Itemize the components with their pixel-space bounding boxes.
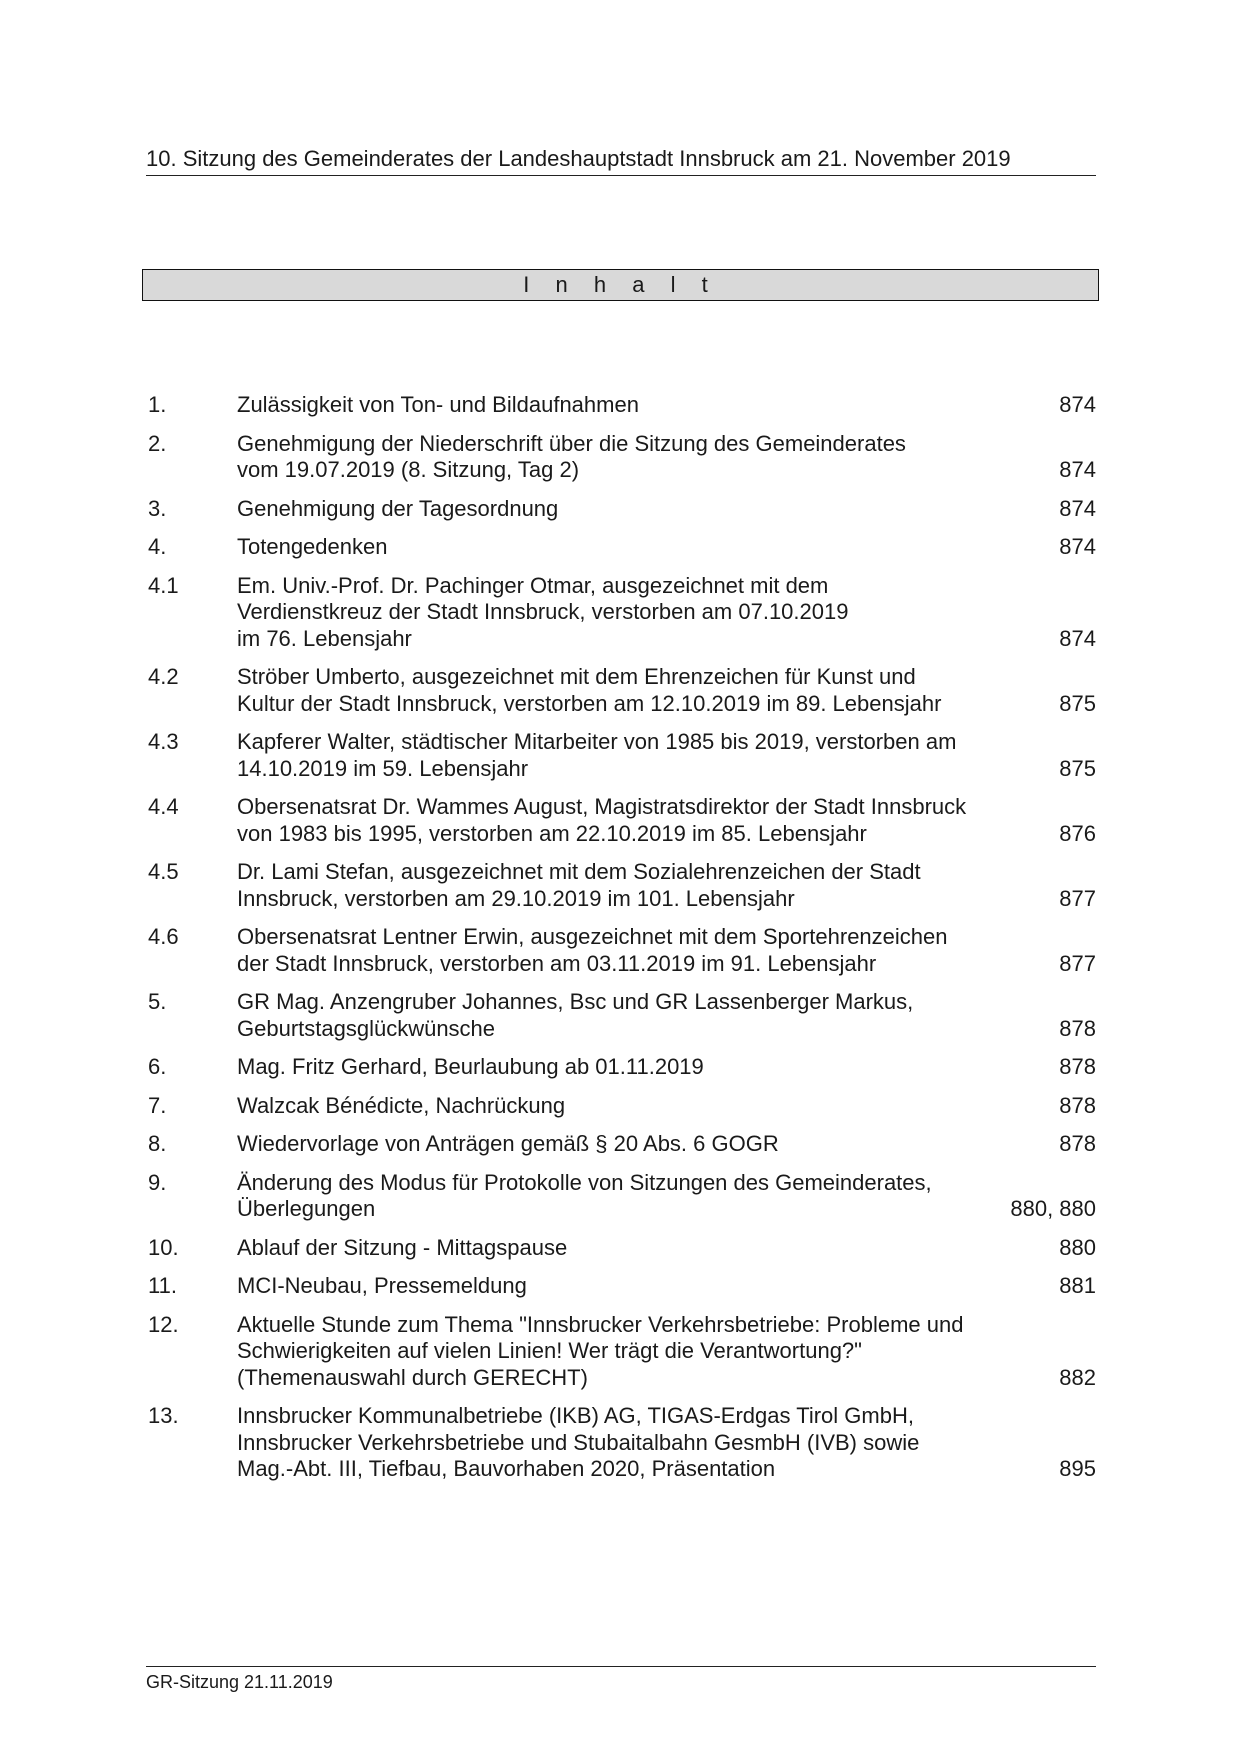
toc-entry-text: Kapferer Walter, städtischer Mitarbeiter von 1985 bis 2019, verstorben am 14.10.2019 im 59. Lebensjahr — [237, 729, 957, 781]
toc-entry-number: 2. — [148, 430, 167, 456]
toc-entry-text: Obersenatsrat Lentner Erwin, ausgezeichnet mit dem Sportehrenzeichen der Stadt Innsbruck, verstorben am 03.11.2019 im 91. Lebensjahr — [237, 924, 948, 976]
toc-entry[interactable] — [148, 392, 1096, 419]
toc-entry[interactable] — [148, 794, 1096, 847]
toc-entry-text: Walzcak Bénédicte, Nachrückung — [237, 1092, 566, 1118]
toc-entry[interactable] — [148, 1273, 1096, 1300]
toc-entry-page: 875 — [1059, 690, 1096, 716]
toc-entry-text: Innsbrucker Kommunalbetriebe (IKB) AG, TIGAS-Erdgas Tirol GmbH, Innsbrucker Verkehrsbetriebe und Stubaitalbahn GesmbH (IVB) sowie Mag.-Abt. III, Tiefbau, Bauvorhaben 2020, Präsentation — [237, 1403, 920, 1481]
toc-entry-page: 878 — [1059, 1015, 1096, 1041]
toc-entry-page: 882 — [1059, 1364, 1096, 1390]
toc-entry[interactable] — [148, 729, 1096, 782]
toc-entry[interactable] — [148, 664, 1096, 717]
toc-entry-number: 4. — [148, 534, 167, 559]
toc-entry-text: Genehmigung der Niederschrift über die Sitzung des Gemeinderates vom 19.07.2019 (8. Sitzung, Tag 2) — [237, 430, 906, 482]
toc-entry[interactable] — [148, 1170, 1096, 1223]
toc-entry-page: 874 — [1059, 625, 1096, 651]
toc-entry-page: 877 — [1059, 950, 1096, 976]
toc-entry[interactable] — [148, 431, 1096, 484]
toc-entry[interactable] — [148, 989, 1096, 1042]
toc-entry[interactable] — [148, 1312, 1096, 1392]
toc-entry-page: 878 — [1059, 1131, 1096, 1156]
page-footer: GR-Sitzung 21.11.2019 — [146, 1666, 1096, 1693]
toc-entry-number: 4.2 — [148, 664, 179, 689]
toc-entry-page: 877 — [1059, 885, 1096, 911]
toc-entry-number: 13. — [148, 1403, 179, 1428]
toc-entry-number: 3. — [148, 495, 167, 521]
toc-entry[interactable] — [148, 573, 1096, 653]
toc-entry-page: 881 — [1059, 1273, 1096, 1298]
toc-entry-page: 878 — [1059, 1092, 1096, 1118]
toc-entry-text: Zulässigkeit von Ton- und Bildaufnahmen — [237, 392, 639, 417]
toc-entry-page: 875 — [1059, 755, 1096, 781]
toc-entry-number: 4.4 — [148, 794, 179, 819]
toc-entry-text: Obersenatsrat Dr. Wammes August, Magistratsdirektor der Stadt Innsbruck von 1983 bis 1995, verstorben am 22.10.2019 im 85. Lebensjahr — [237, 794, 967, 846]
toc-entry-text: MCI-Neubau, Pressemeldung — [237, 1273, 527, 1298]
toc-entry-page: 874 — [1059, 457, 1096, 482]
toc-entry-number: 4.5 — [148, 859, 179, 884]
toc-entry-text: Totengedenken — [237, 534, 388, 559]
toc-entry[interactable] — [148, 1093, 1096, 1120]
toc-entry-page: 878 — [1059, 1054, 1096, 1079]
toc-entry-page: 895 — [1059, 1456, 1096, 1481]
toc-entry-text: Genehmigung der Tagesordnung — [237, 495, 559, 521]
toc-entry-number: 5. — [148, 989, 167, 1014]
toc-entry-page: 874 — [1059, 495, 1096, 521]
toc-entry-number: 12. — [148, 1311, 179, 1337]
toc-entry[interactable] — [148, 534, 1096, 561]
toc-entry-text: Em. Univ.-Prof. Dr. Pachinger Otmar, ausgezeichnet mit dem Verdienstkreuz der Stadt Innsbruck, verstorben am 07.10.2019 im 76. Lebensjahr — [237, 572, 849, 651]
toc-entry-text: GR Mag. Anzengruber Johannes, Bsc und GR Lassenberger Markus, Geburtstagsglückwünsche — [237, 989, 914, 1041]
toc-entry[interactable] — [148, 1131, 1096, 1158]
page-header: 10. Sitzung des Gemeinderates der Landeshauptstadt Innsbruck am 21. November 2019 — [146, 146, 1096, 176]
toc-entry-text: Änderung des Modus für Protokolle von Sitzungen des Gemeinderates, Überlegungen — [237, 1169, 932, 1221]
toc-entry-text: Ablauf der Sitzung - Mittagspause — [237, 1234, 568, 1260]
toc-entry-number: 10. — [148, 1234, 179, 1260]
toc-entry-number: 4.3 — [148, 729, 179, 754]
table-of-contents — [148, 392, 1096, 1495]
toc-entry-page: 874 — [1059, 392, 1096, 417]
toc-entry[interactable] — [148, 1235, 1096, 1262]
toc-entry-number: 9. — [148, 1169, 167, 1195]
toc-entry-page: 880 — [1059, 1234, 1096, 1260]
toc-entry-text: Dr. Lami Stefan, ausgezeichnet mit dem Sozialehrenzeichen der Stadt Innsbruck, verstorben am 29.10.2019 im 101. Lebensjahr — [237, 859, 921, 911]
toc-entry[interactable] — [148, 1054, 1096, 1081]
toc-entry-text: Aktuelle Stunde zum Thema "Innsbrucker Verkehrsbetriebe: Probleme und Schwierigkeiten auf vielen Linien! Wer trägt die Verantwortung?" (Themenauswahl durch GERECHT) — [237, 1311, 964, 1390]
toc-entry-page: 874 — [1059, 534, 1096, 559]
toc-entry-number: 11. — [148, 1273, 177, 1298]
toc-entry-page: 880, 880 — [1010, 1196, 1096, 1221]
toc-entry[interactable] — [148, 496, 1096, 523]
toc-title: I n h a l t — [142, 269, 1099, 301]
toc-entry-number: 4.6 — [148, 924, 179, 949]
toc-entry-page: 876 — [1059, 820, 1096, 846]
toc-entry-number: 8. — [148, 1131, 167, 1156]
toc-entry[interactable] — [148, 924, 1096, 977]
toc-entry[interactable] — [148, 859, 1096, 912]
toc-entry-text: Mag. Fritz Gerhard, Beurlaubung ab 01.11.2019 — [237, 1054, 704, 1079]
toc-entry-text: Ströber Umberto, ausgezeichnet mit dem Ehrenzeichen für Kunst und Kultur der Stadt Innsbruck, verstorben am 12.10.2019 im 89. Lebensjahr — [237, 664, 942, 716]
toc-entry-number: 7. — [148, 1092, 167, 1118]
toc-entry-number: 6. — [148, 1054, 167, 1079]
toc-entry-text: Wiedervorlage von Anträgen gemäß § 20 Abs. 6 GOGR — [237, 1131, 779, 1156]
toc-entry[interactable] — [148, 1403, 1096, 1483]
toc-entry-number: 4.1 — [148, 572, 179, 598]
toc-entry-number: 1. — [148, 392, 167, 417]
